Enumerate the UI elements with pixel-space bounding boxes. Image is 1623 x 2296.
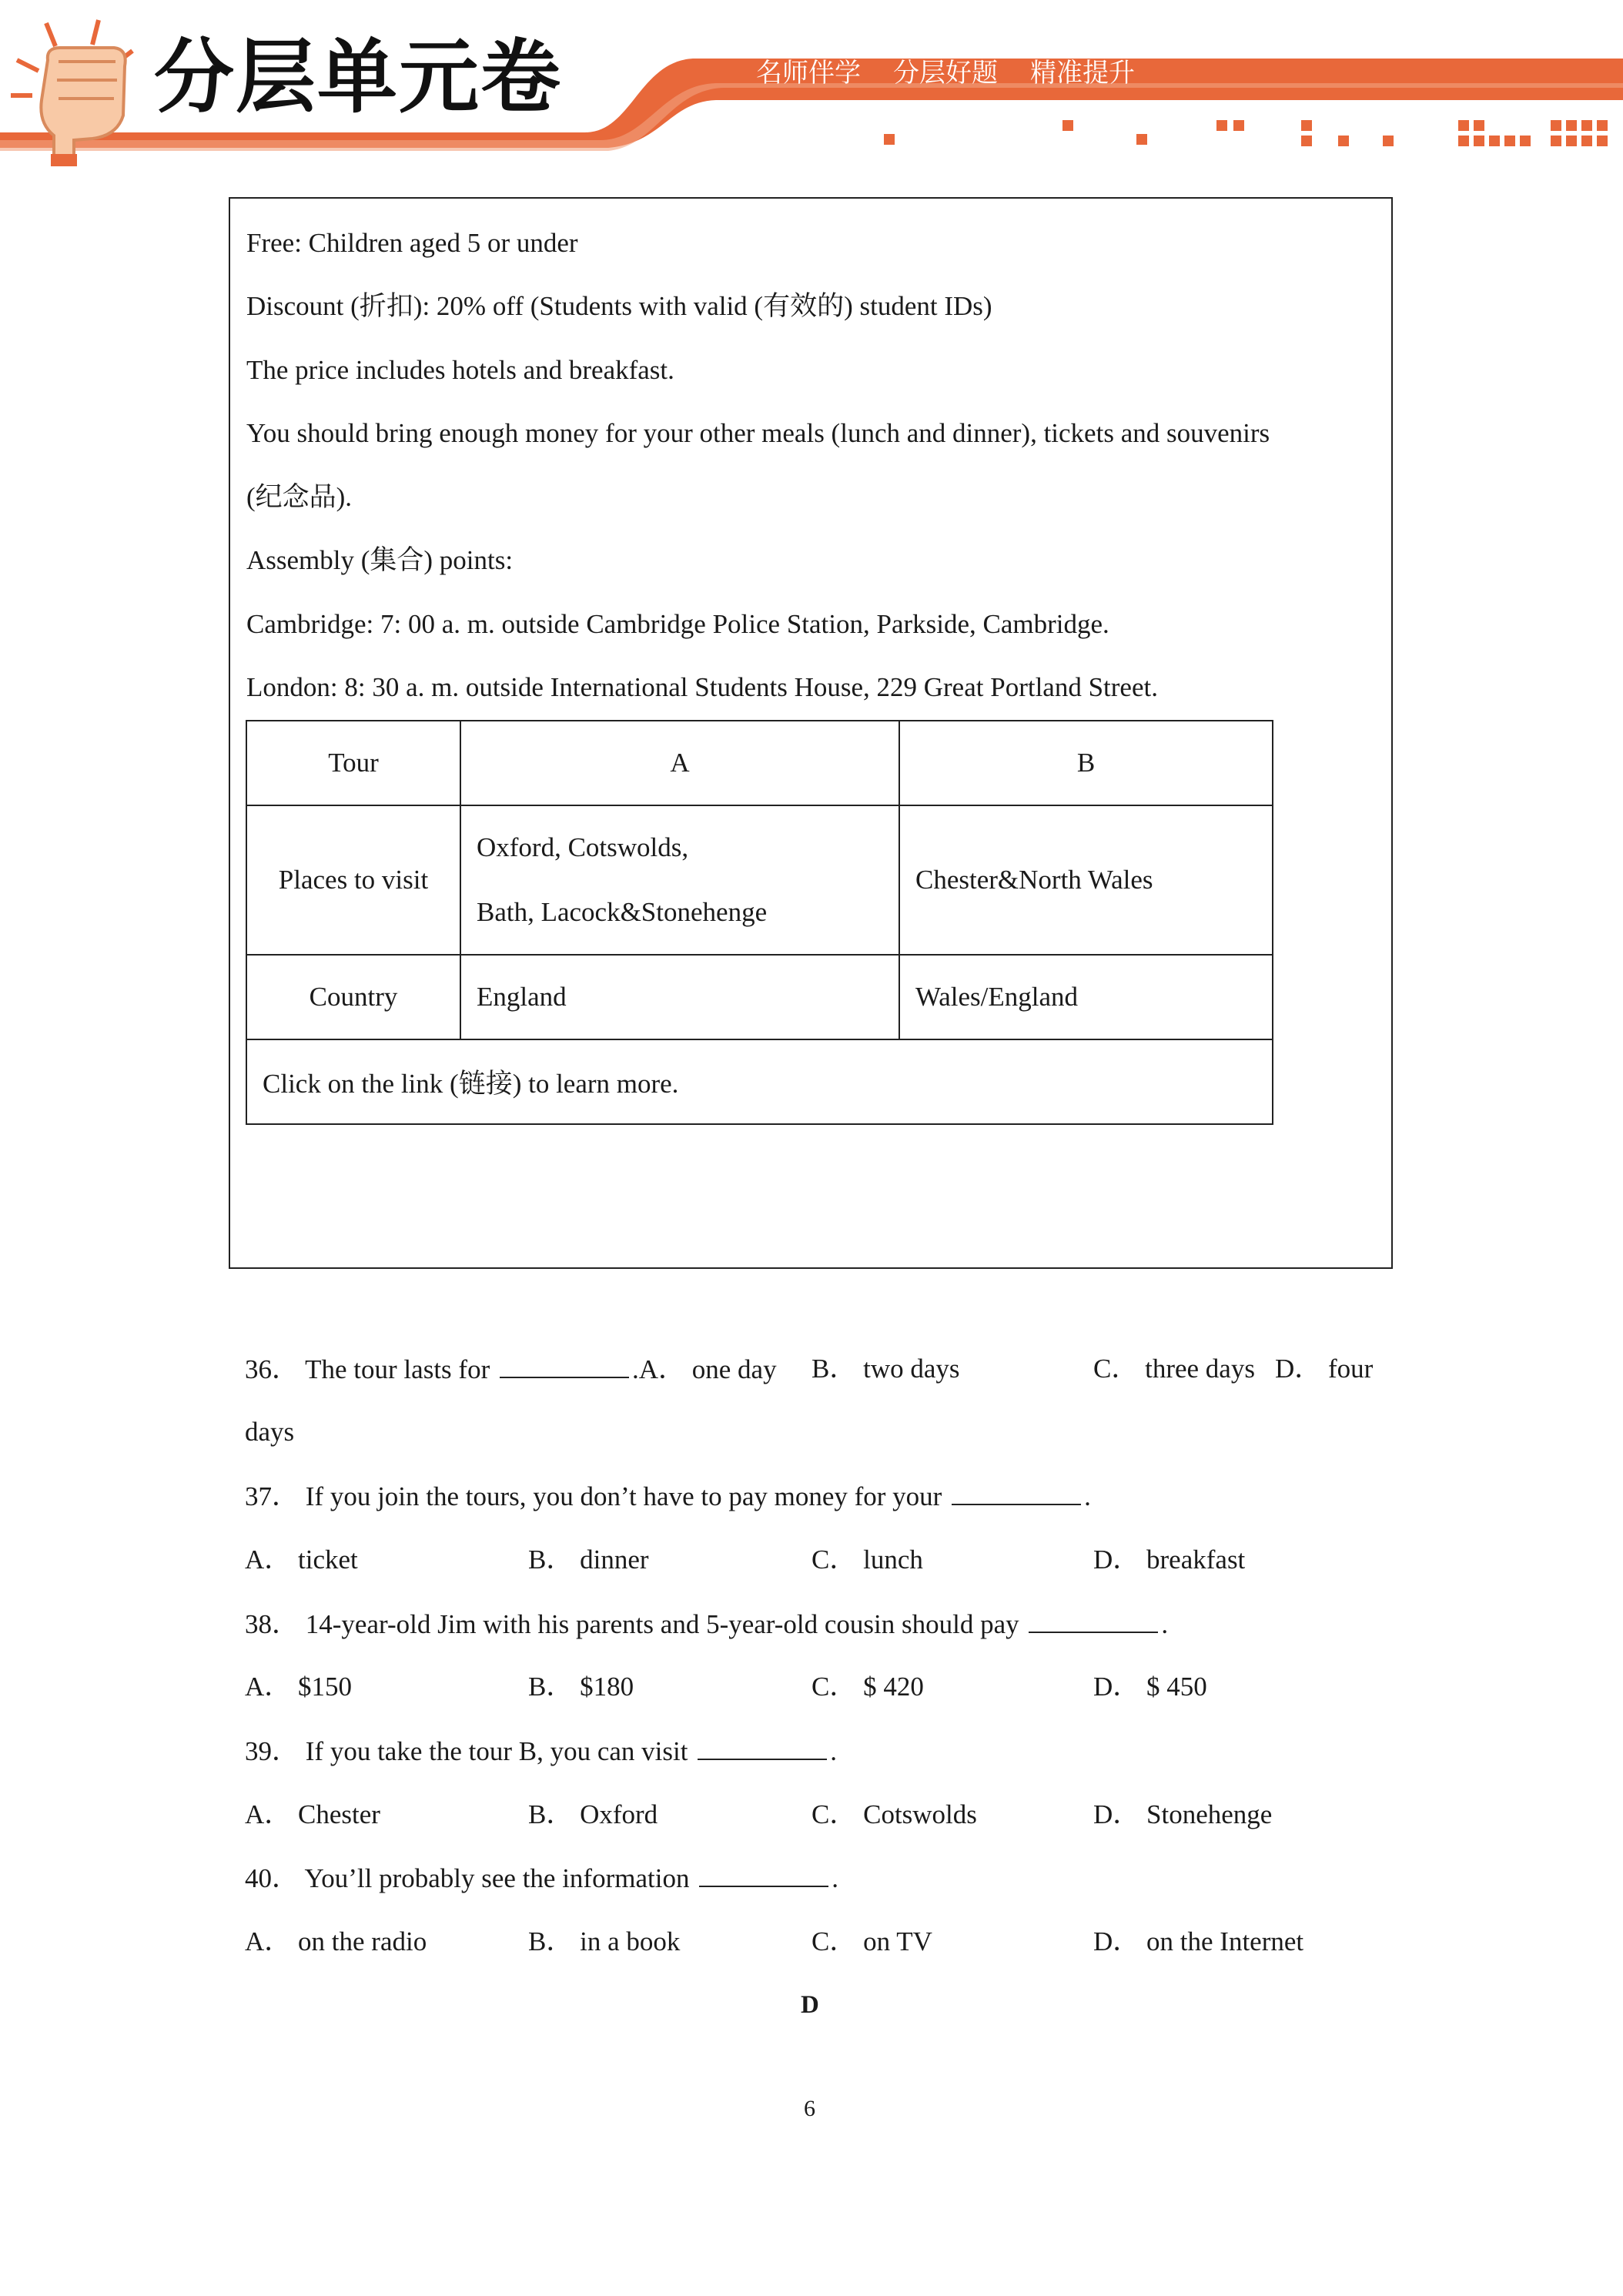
places-b: Chester&North Wales	[899, 805, 1273, 955]
q39-option-a: A． Chester	[245, 1799, 380, 1829]
q38-option-b: B． $180	[528, 1672, 634, 1702]
q39-option-c: C． Cotswolds	[812, 1799, 977, 1829]
passage-line-money: You should bring enough money for your other meals (lunch and dinner), tickets and souvenirs	[246, 418, 1270, 448]
answer-blank	[500, 1355, 629, 1378]
question-38	[245, 1610, 1168, 1638]
q39-option-d: D． Stonehenge	[1093, 1799, 1273, 1829]
q37-option-c: C． lunch	[812, 1545, 923, 1575]
question-39	[245, 1737, 837, 1765]
table-row	[246, 721, 1273, 805]
question-stem: If you take the tour B, you can visit	[305, 1736, 688, 1766]
country-label: Country	[246, 955, 460, 1039]
q36-option-d: D． four	[1275, 1354, 1374, 1384]
answer-blank	[1029, 1610, 1158, 1633]
page-header	[0, 0, 1623, 169]
passage-line-discount: Discount (折扣): 20% off (Students with valid (有效的) student IDs)	[246, 291, 992, 321]
passage-line-cambridge: Cambridge: 7: 00 a. m. outside Cambridge Police Station, Parkside, Cambridge.	[246, 609, 1109, 639]
q37-option-b: B． dinner	[528, 1545, 649, 1575]
question-end: .	[1084, 1481, 1091, 1511]
passage-line-souvenirs: (纪念品).	[246, 482, 353, 512]
question-end: .	[830, 1736, 837, 1766]
passage-line-price: The price includes hotels and breakfast.	[246, 355, 674, 385]
q37-option-a: A． ticket	[245, 1545, 358, 1575]
question-end: .	[832, 1863, 838, 1893]
table-row	[246, 955, 1273, 1039]
passage-line-london: London: 8: 30 a. m. outside International Students House, 229 Great Portland Street.	[246, 672, 1158, 702]
brand-title: 分层单元卷	[154, 30, 563, 124]
q36-option-d-wrap: days	[245, 1417, 295, 1447]
country-a: England	[460, 955, 899, 1039]
section-letter: D	[801, 1991, 819, 2019]
q40-option-b: B． in a book	[528, 1926, 681, 1956]
q37-option-d: D． breakfast	[1093, 1545, 1246, 1575]
q38-option-c: C． $ 420	[812, 1672, 924, 1702]
answer-blank	[699, 1864, 828, 1887]
question-stem: You’ll probably see the information	[304, 1863, 690, 1893]
question-number: 38．	[245, 1609, 300, 1639]
question-stem: If you join the tours, you don’t have to pay money for your	[305, 1481, 942, 1511]
question-number: 39．	[245, 1736, 300, 1766]
table-header-b: B	[899, 721, 1273, 805]
slogan-3: 精准提升	[1030, 58, 1135, 89]
tour-table	[246, 720, 1273, 1125]
question-stem: The tour lasts for	[305, 1354, 490, 1384]
q36-option-b: B． two days	[812, 1354, 960, 1384]
q38-option-d: D． $ 450	[1093, 1672, 1207, 1702]
table-footer-link-text: Click on the link (链接) to learn more.	[246, 1039, 1273, 1124]
places-a-line-1: Oxford, Cotswolds,	[477, 832, 689, 862]
table-row	[246, 805, 1273, 955]
question-end: .	[1161, 1609, 1169, 1639]
q38-option-a: A． $150	[245, 1672, 353, 1702]
answer-blank	[698, 1737, 827, 1760]
q40-option-d: D． on the Internet	[1093, 1926, 1304, 1956]
question-36	[245, 1355, 777, 1383]
answer-blank	[952, 1482, 1081, 1505]
passage-line-free: Free: Children aged 5 or under	[246, 228, 578, 258]
question-40	[245, 1864, 838, 1892]
option-a: .A． one day	[631, 1354, 777, 1384]
places-label: Places to visit	[246, 805, 460, 955]
table-header-a: A	[460, 721, 899, 805]
page-number: 6	[804, 2096, 815, 2121]
places-a-cell	[460, 805, 899, 955]
slogan-2: 分层好题	[893, 58, 998, 89]
question-number: 40．	[245, 1863, 300, 1893]
country-b: Wales/England	[899, 955, 1273, 1039]
question-stem: 14-year-old Jim with his parents and 5-year-old cousin should pay	[305, 1609, 1019, 1639]
table-header-tour: Tour	[246, 721, 460, 805]
slogan-1: 名师伴学	[756, 58, 861, 89]
q39-option-b: B． Oxford	[528, 1799, 658, 1829]
q36-option-c: C． three days	[1093, 1354, 1255, 1384]
passage-line-assembly: Assembly (集合) points:	[246, 545, 514, 575]
places-a-line-2: Bath, Lacock&Stonehenge	[477, 897, 768, 927]
q40-option-a: A． on the radio	[245, 1926, 427, 1956]
question-37	[245, 1482, 1091, 1510]
question-number: 37．	[245, 1481, 300, 1511]
question-number: 36．	[245, 1354, 300, 1384]
q40-option-c: C． on TV	[812, 1926, 932, 1956]
table-row	[246, 1039, 1273, 1124]
